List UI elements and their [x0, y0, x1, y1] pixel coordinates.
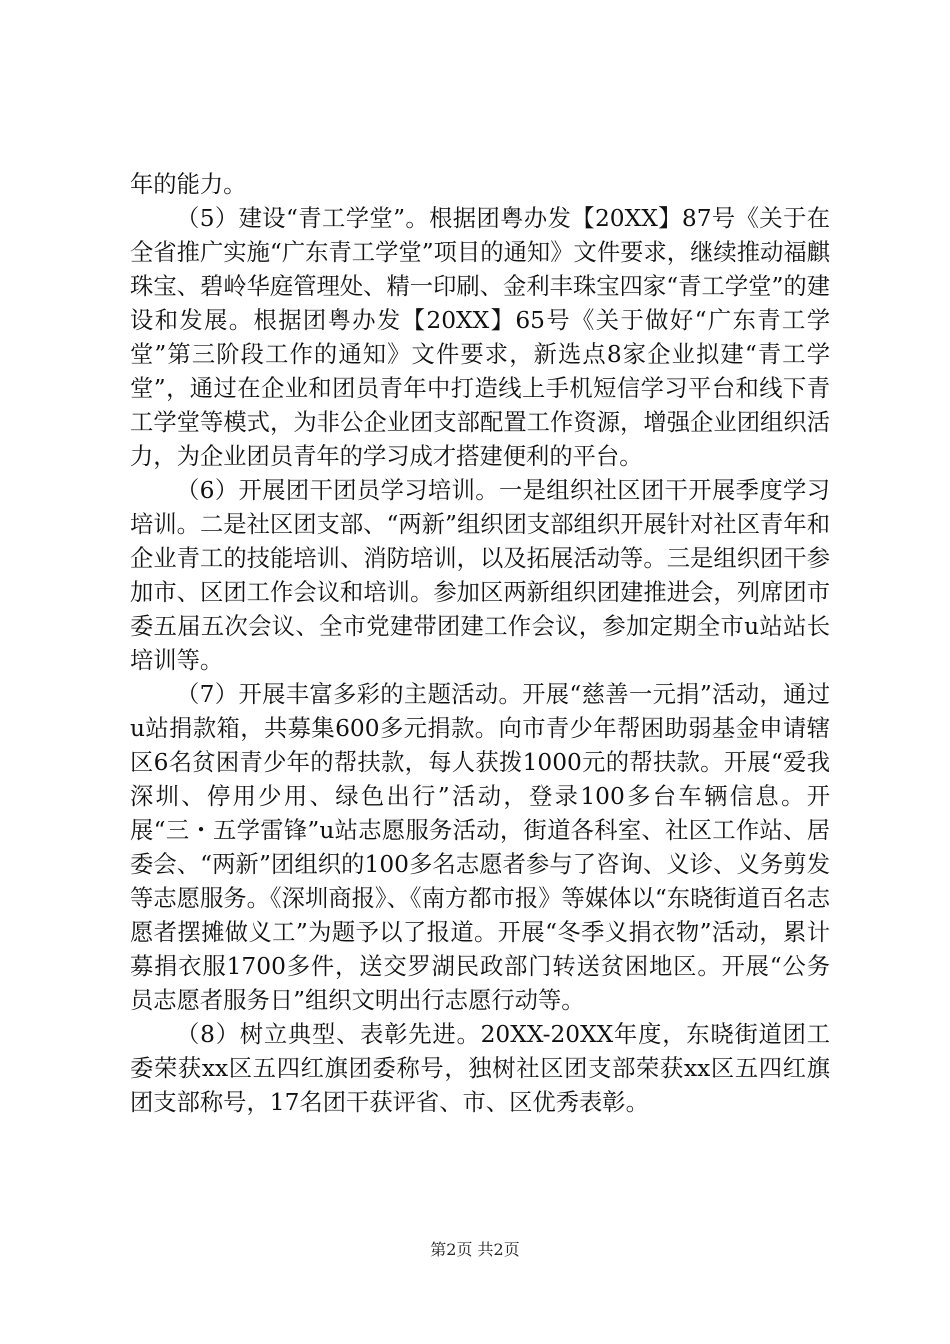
paragraph-item-7: （7）开展丰富多彩的主题活动。开展“慈善一元捐”活动，通过u站捐款箱，共募集600多元捐款。向市青少年帮困助弱基金申请辖区6名贫困青少年的帮扶款，每人获拨1000元的帮扶款。开展“爱我深圳、停用少用、绿色出行”活动，登录100多台车辆信息。开展“三・五学雷锋”u站志愿服务活动，街道各科室、社区工作站、居委会、“两新”团组织的100多名志愿者参与了咨询、义诊、义务剪发等志愿服务。《深圳商报》、《南方都市报》等媒体以“东晓街道百名志愿者摆摊做义工”为题予以了报道。开展“冬季义捐衣物”活动，累计募捐衣服1700多件，送交罗湖民政部门转送贫困地区。开展“公务员志愿者服务日”组织文明出行志愿行动等。 — [130, 681, 830, 1014]
page-footer — [0, 1239, 950, 1261]
paragraph-item-8: （8）树立典型、表彰先进。20XX-20XX年度，东晓街道团工委荣获xx区五四红旗团委称号，独树社区团支部荣获xx区五四红旗团支部称号，17名团干获评省、市、区优秀表彰。 — [130, 1021, 830, 1116]
paragraph-continuation: 年的能力。 — [130, 171, 247, 198]
paragraph-item-6: （6）开展团干团员学习培训。一是组织社区团干开展季度学习培训。二是社区团支部、“两新”组织团支部组织开展针对社区青年和企业青工的技能培训、消防培训，以及拓展活动等。三是组织团干参加市、区团工作会议和培训。参加区两新组织团建推进会，列席团市委五届五次会议、全市党建带团建工作会议，参加定期全市u站站长培训等。 — [130, 477, 830, 674]
paragraph-item-5: （5）建设“青工学堂”。根据团粤办发【20XX】87号《关于在全省推广实施“广东青工学堂”项目的通知》文件要求，继续推动福麒珠宝、碧岭华庭管理处、精一印刷、金利丰珠宝四家“青工学堂”的建设和发展。根据团粤办发【20XX】65号《关于做好“广东青工学堂”第三阶段工作的通知》文件要求，新选点8家企业拟建“青工学堂”，通过在企业和团员青年中打造线上手机短信学习平台和线下青工学堂等模式，为非公企业团支部配置工作资源，增强企业团组织活力，为企业团员青年的学习成才搭建便利的平台。 — [130, 205, 830, 470]
page-number: 第2页 共2页 — [430, 1240, 520, 1259]
document-body — [130, 168, 830, 1120]
